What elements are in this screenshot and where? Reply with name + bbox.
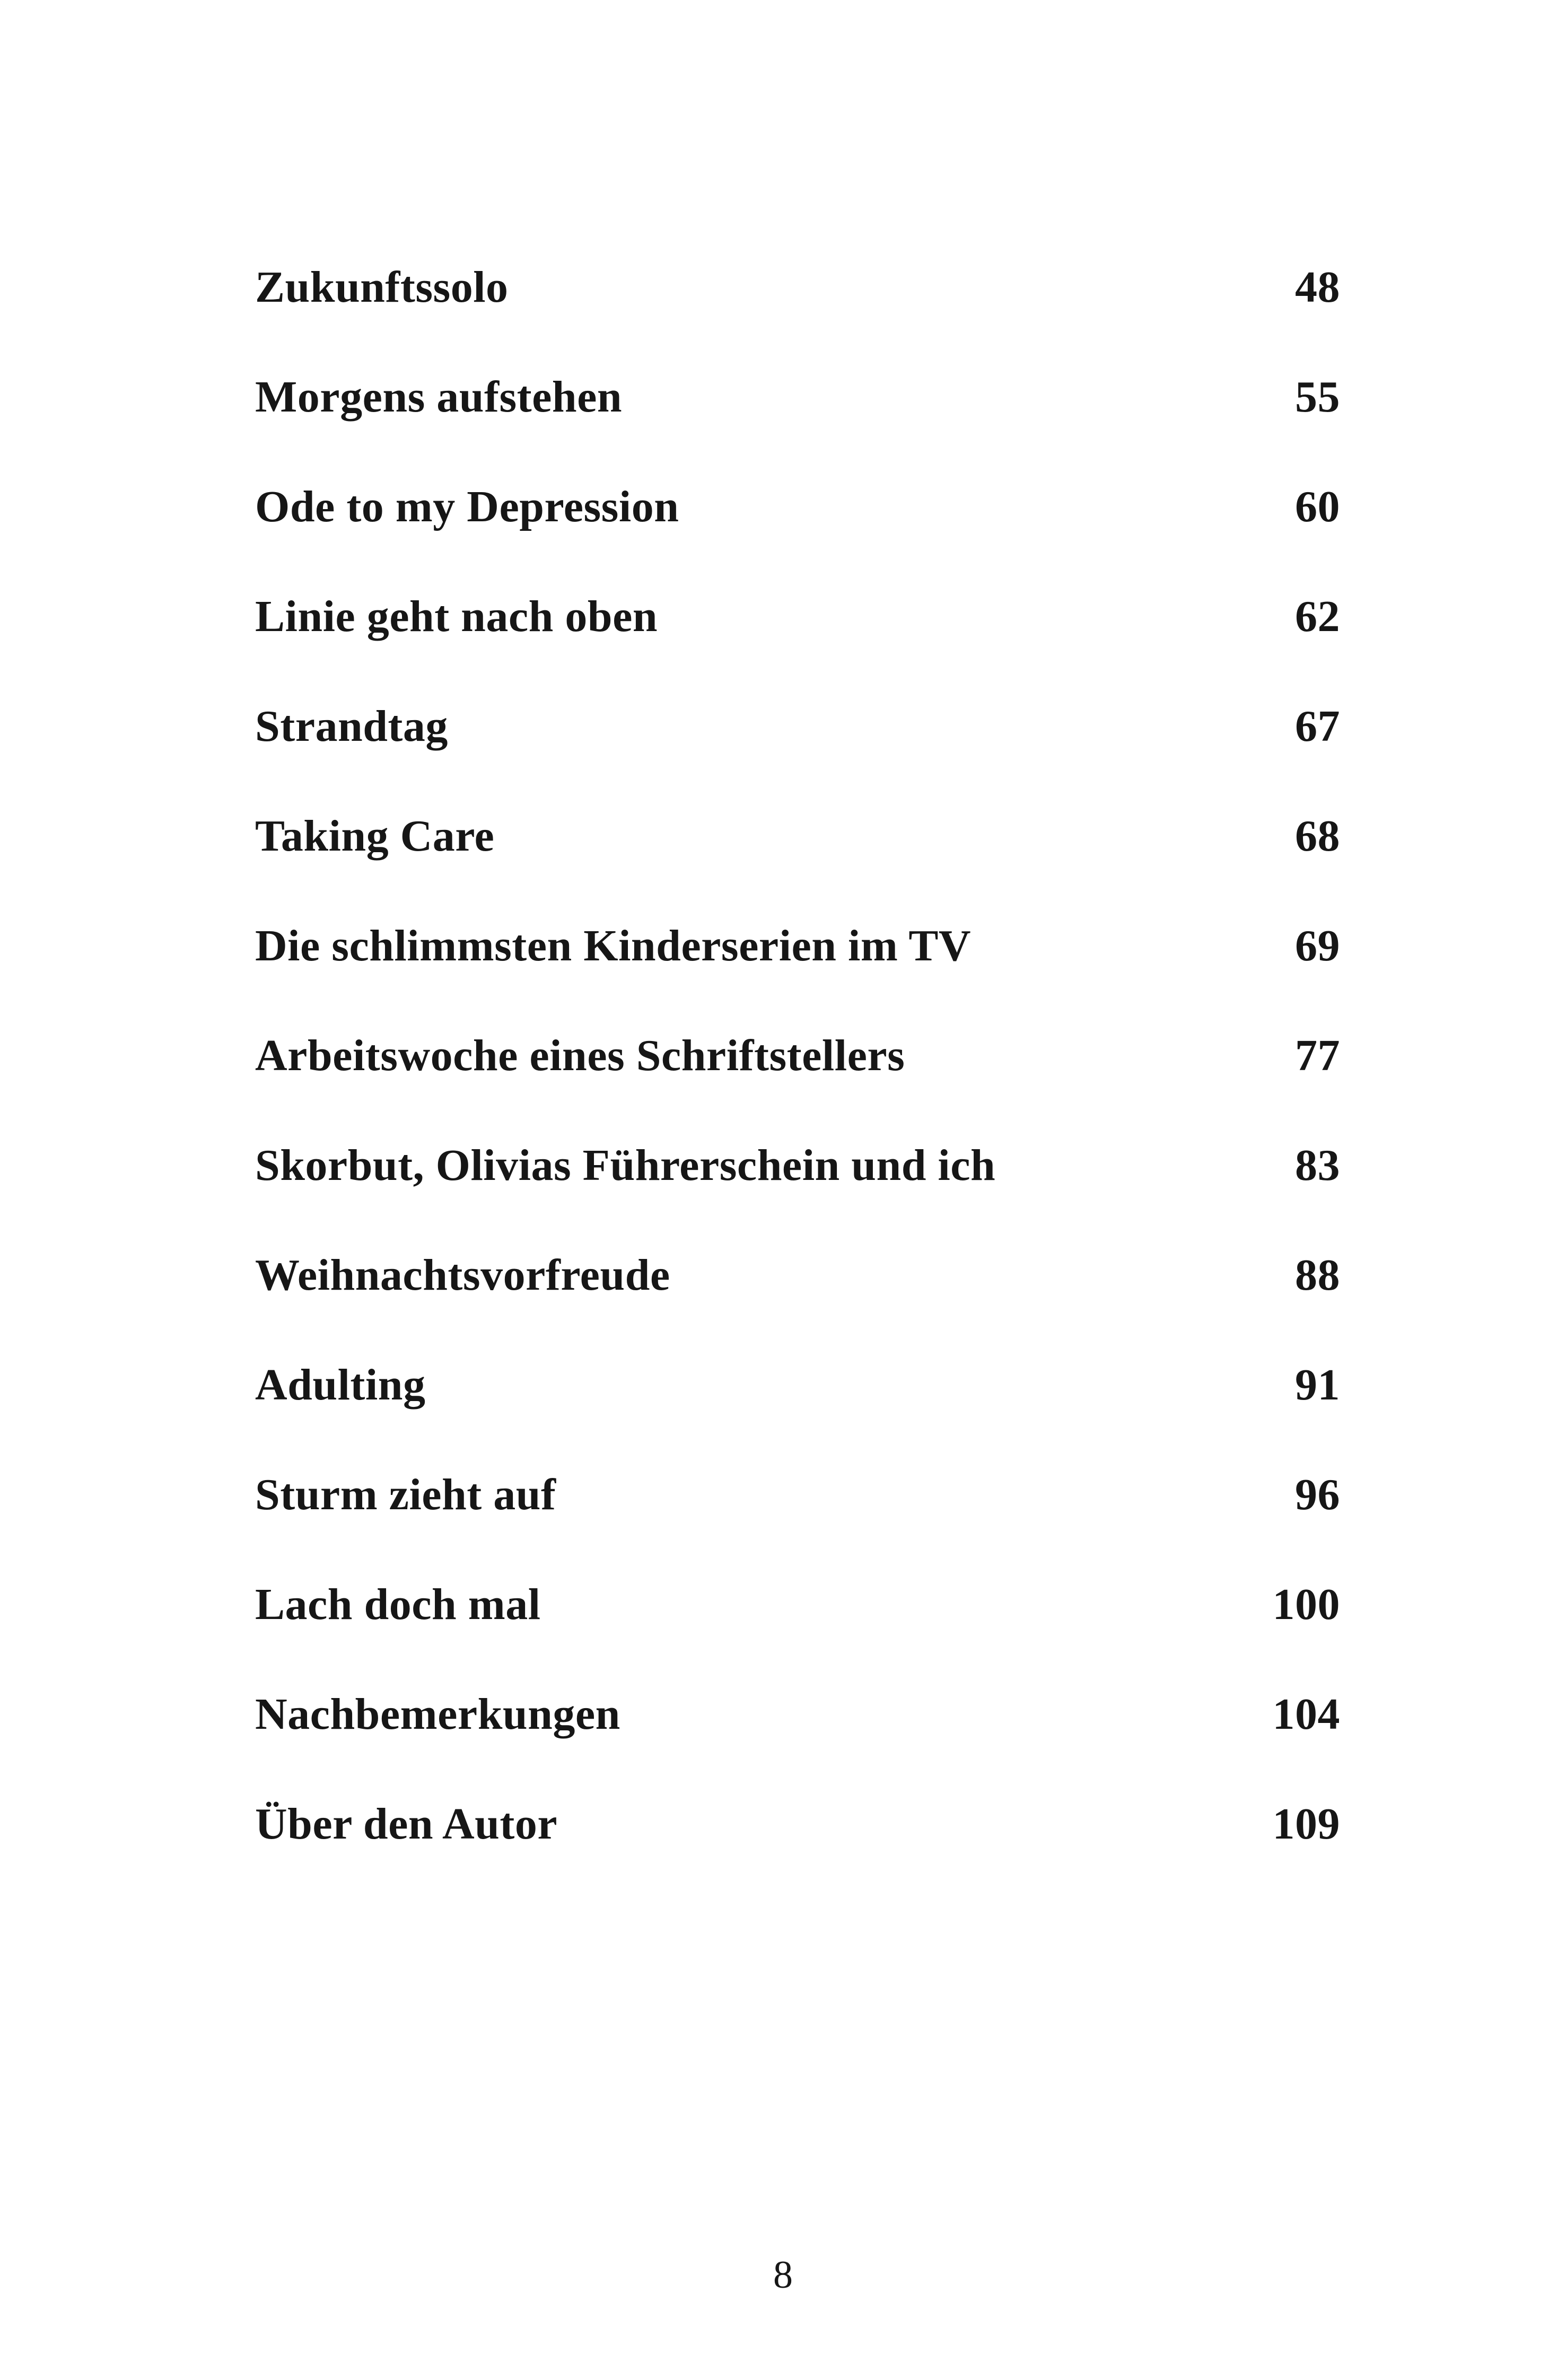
toc-entry-title: Lach doch mal — [255, 1580, 541, 1629]
toc-entry-title: Arbeitswoche eines Schriftstellers — [255, 1031, 905, 1080]
toc-entry — [255, 562, 1340, 671]
toc-entry-page: 69 — [1295, 921, 1340, 970]
page-number: 8 — [773, 2253, 793, 2297]
toc-entry-title: Ode to my Depression — [255, 482, 679, 531]
toc-entry-title: Skorbut, Olivias Führerschein und ich — [255, 1141, 996, 1190]
toc-entry-page: 91 — [1295, 1360, 1340, 1410]
toc-entry — [255, 1769, 1340, 1879]
toc-entry-title: Nachbemerkungen — [255, 1690, 620, 1739]
toc-entry-page: 55 — [1295, 372, 1340, 422]
toc-entry — [255, 1659, 1340, 1769]
toc-entry — [255, 781, 1340, 891]
toc-entry-title: Sturm zieht auf — [255, 1470, 556, 1519]
toc-entry-page: 88 — [1295, 1250, 1340, 1300]
toc-entry — [255, 671, 1340, 781]
toc-entry-page: 62 — [1295, 592, 1340, 641]
toc-entry-page: 104 — [1272, 1690, 1340, 1739]
toc-entry-title: Weihnachtsvorfreude — [255, 1250, 670, 1300]
toc-entry-page: 48 — [1295, 262, 1340, 312]
toc-entry-page: 100 — [1272, 1580, 1340, 1629]
toc-entry-title: Adulting — [255, 1360, 426, 1410]
toc-entry — [255, 1550, 1340, 1659]
toc-entry — [255, 1330, 1340, 1440]
table-of-contents — [255, 232, 1340, 1879]
toc-entry — [255, 1440, 1340, 1550]
toc-entry — [255, 1220, 1340, 1330]
toc-entry-page: 67 — [1295, 702, 1340, 751]
toc-entry-title: Morgens aufstehen — [255, 372, 623, 422]
toc-entry-title: Zukunftssolo — [255, 262, 509, 312]
toc-entry-title: Taking Care — [255, 811, 495, 861]
toc-entry — [255, 1110, 1340, 1220]
toc-entry-page: 77 — [1295, 1031, 1340, 1080]
toc-entry-page: 109 — [1272, 1799, 1340, 1849]
toc-entry-page: 68 — [1295, 811, 1340, 861]
toc-entry — [255, 232, 1340, 342]
toc-entry-page: 83 — [1295, 1141, 1340, 1190]
toc-entry-title: Die schlimmsten Kinderserien im TV — [255, 921, 972, 970]
toc-entry — [255, 1001, 1340, 1110]
toc-entry-title: Strandtag — [255, 702, 448, 751]
toc-entry — [255, 452, 1340, 562]
toc-entry-title: Über den Autor — [255, 1799, 558, 1849]
toc-entry-page: 60 — [1295, 482, 1340, 531]
toc-entry-page: 96 — [1295, 1470, 1340, 1519]
toc-entry-title: Linie geht nach oben — [255, 592, 658, 641]
toc-entry — [255, 342, 1340, 452]
toc-entry — [255, 891, 1340, 1001]
